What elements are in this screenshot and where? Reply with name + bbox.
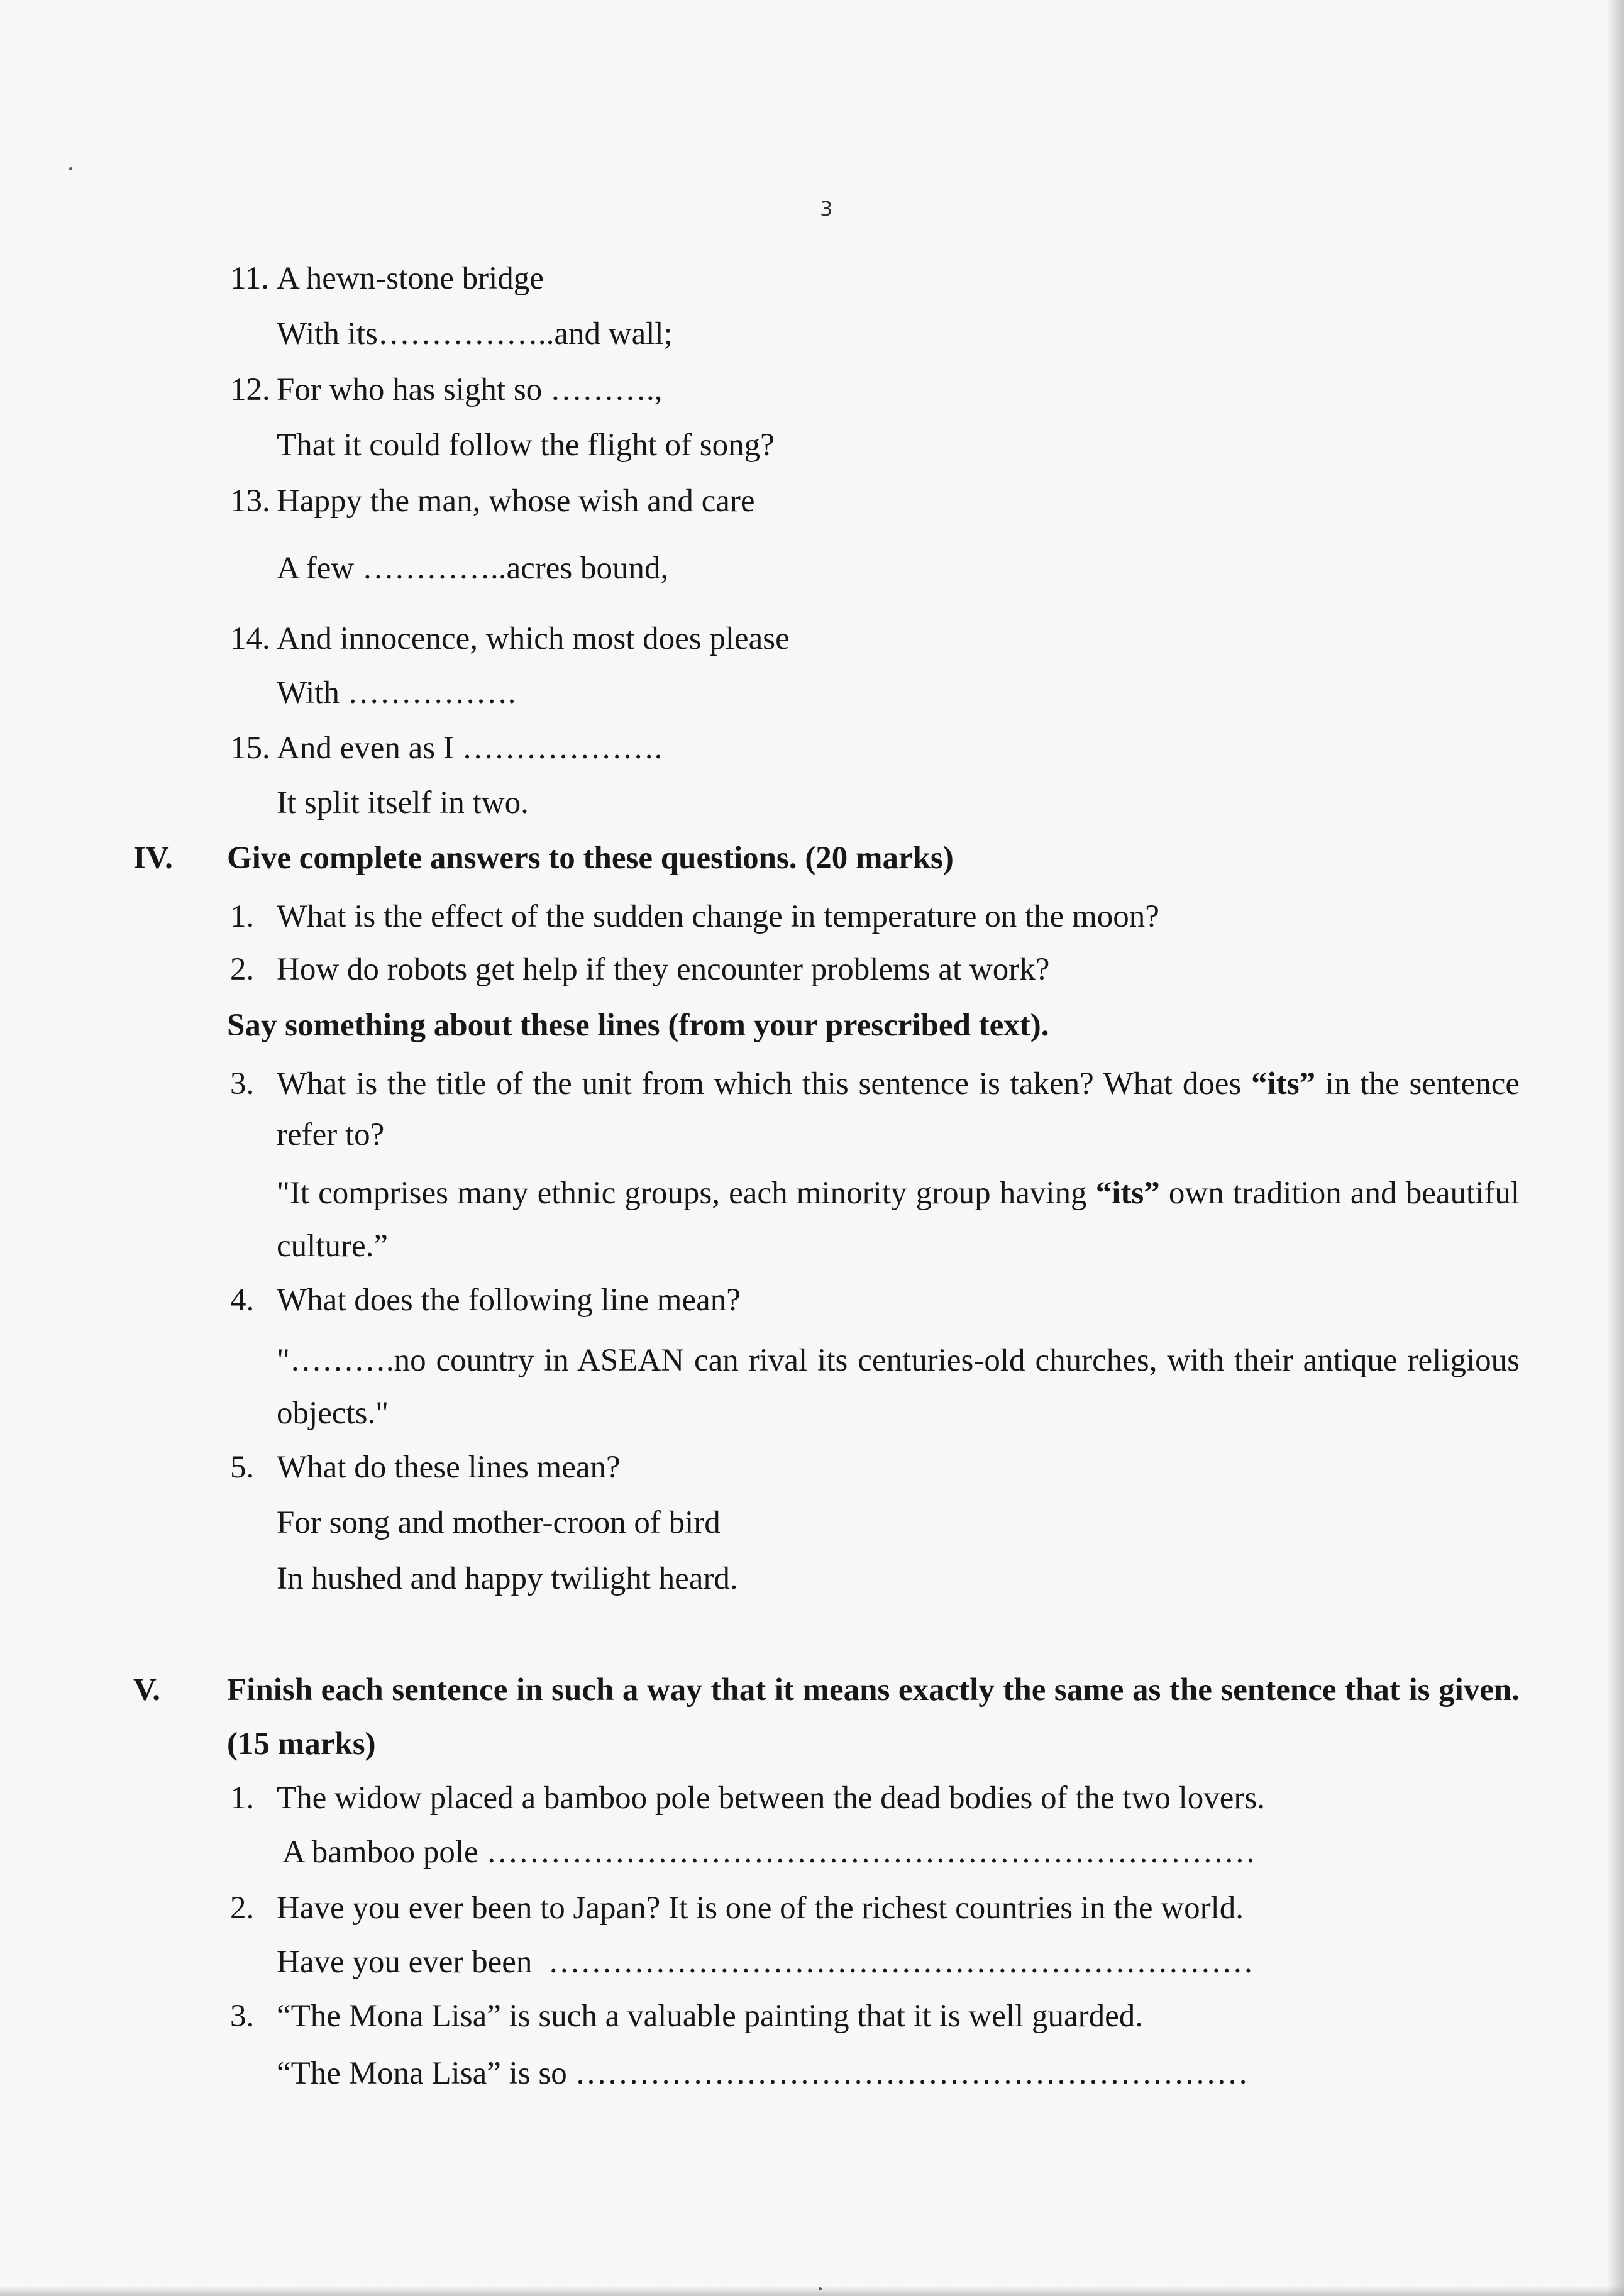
quote-line: objects." <box>277 1396 389 1431</box>
question-text: How do robots get help if they encounter problems at work? <box>277 952 1050 987</box>
quote-line <box>277 1174 1520 1212</box>
question-number: 2. <box>230 952 255 987</box>
verse-line: That it could follow the flight of song? <box>277 428 775 463</box>
verse-line: It split itself in two. <box>277 785 529 820</box>
emphasized-word: “its” <box>1251 1066 1316 1101</box>
gap-fill-line: With ……………. <box>277 675 516 710</box>
item-number: 2. <box>230 1890 255 1926</box>
verse-line: In hushed and happy twilight heard. <box>277 1561 738 1596</box>
question-text: What does the following line mean? <box>277 1283 741 1318</box>
verse-line: For song and mother-croon of bird <box>277 1505 721 1540</box>
item-number: 12. <box>230 372 270 407</box>
rewrite-line: “The Mona Lisa” is so ……………………………………………………… <box>277 2056 1249 2091</box>
gap-fill-line: With its……………..and wall; <box>277 316 673 351</box>
emphasized-word: “its” <box>1095 1176 1160 1211</box>
rewrite-line: Have you ever been ………………………………………………………… <box>277 1945 1254 1980</box>
verse-line: A hewn-stone bridge <box>277 261 544 296</box>
question-number: 3. <box>230 1066 255 1101</box>
gap-fill-line: And even as I ………………. <box>277 731 663 766</box>
section-heading-iv: Give complete answers to these questions. (20 marks) <box>227 841 954 876</box>
scan-edge-shadow-right <box>1606 0 1624 2296</box>
section-label-iv: IV. <box>133 841 173 876</box>
original-sentence: Have you ever been to Japan? It is one of the richest countries in the world. <box>277 1890 1244 1926</box>
quote-text-segment: own tradition and beautiful <box>1159 1176 1520 1211</box>
section-marks-v: (15 marks) <box>227 1726 376 1762</box>
question-text: What is the effect of the sudden change in temperature on the moon? <box>277 899 1159 934</box>
item-number: 1. <box>230 1780 255 1816</box>
quote-text-segment: "It comprises many ethnic groups, each minority group having <box>277 1176 1096 1211</box>
item-number: 15. <box>230 731 270 766</box>
question-text-segment: What is the title of the unit from which this sentence is taken? What does <box>277 1066 1252 1101</box>
page-number: 3 <box>820 197 833 221</box>
scan-edge-shadow-bottom <box>0 2286 1624 2296</box>
instruction-subheading: Say something about these lines (from your prescribed text). <box>227 1008 1049 1043</box>
gap-fill-line: For who has sight so ………., <box>277 372 663 407</box>
question-number: 4. <box>230 1283 255 1318</box>
item-number: 14. <box>230 621 270 656</box>
section-label-v: V. <box>133 1672 161 1708</box>
scan-speck <box>819 2287 822 2290</box>
question-number: 1. <box>230 899 255 934</box>
section-heading-v: Finish each sentence in such a way that it means exactly the same as the sentence that is given. <box>227 1672 1520 1708</box>
item-number: 11. <box>230 261 269 296</box>
verse-line: And innocence, which most does please <box>277 621 790 656</box>
item-number: 3. <box>230 1999 255 2034</box>
original-sentence: “The Mona Lisa” is such a valuable painting that it is well guarded. <box>277 1999 1144 2034</box>
original-sentence: The widow placed a bamboo pole between the dead bodies of the two lovers. <box>277 1780 1266 1816</box>
question-number: 5. <box>230 1450 255 1485</box>
quote-line: culture.” <box>277 1228 388 1264</box>
question-text-line: refer to? <box>277 1117 385 1152</box>
scan-speck <box>69 167 72 170</box>
quote-line: "……….no country in ASEAN can rival its centuries-old churches, with their antique religious <box>277 1343 1520 1378</box>
rewrite-line: A bamboo pole ……………………………………………………………… <box>282 1835 1256 1870</box>
question-text-line <box>277 1065 1520 1103</box>
question-text: What do these lines mean? <box>277 1450 621 1485</box>
verse-line: Happy the man, whose wish and care <box>277 483 755 519</box>
question-text-segment: in the sentence <box>1315 1066 1520 1101</box>
gap-fill-line: A few …………..acres bound, <box>277 551 669 586</box>
item-number: 13. <box>230 483 270 519</box>
